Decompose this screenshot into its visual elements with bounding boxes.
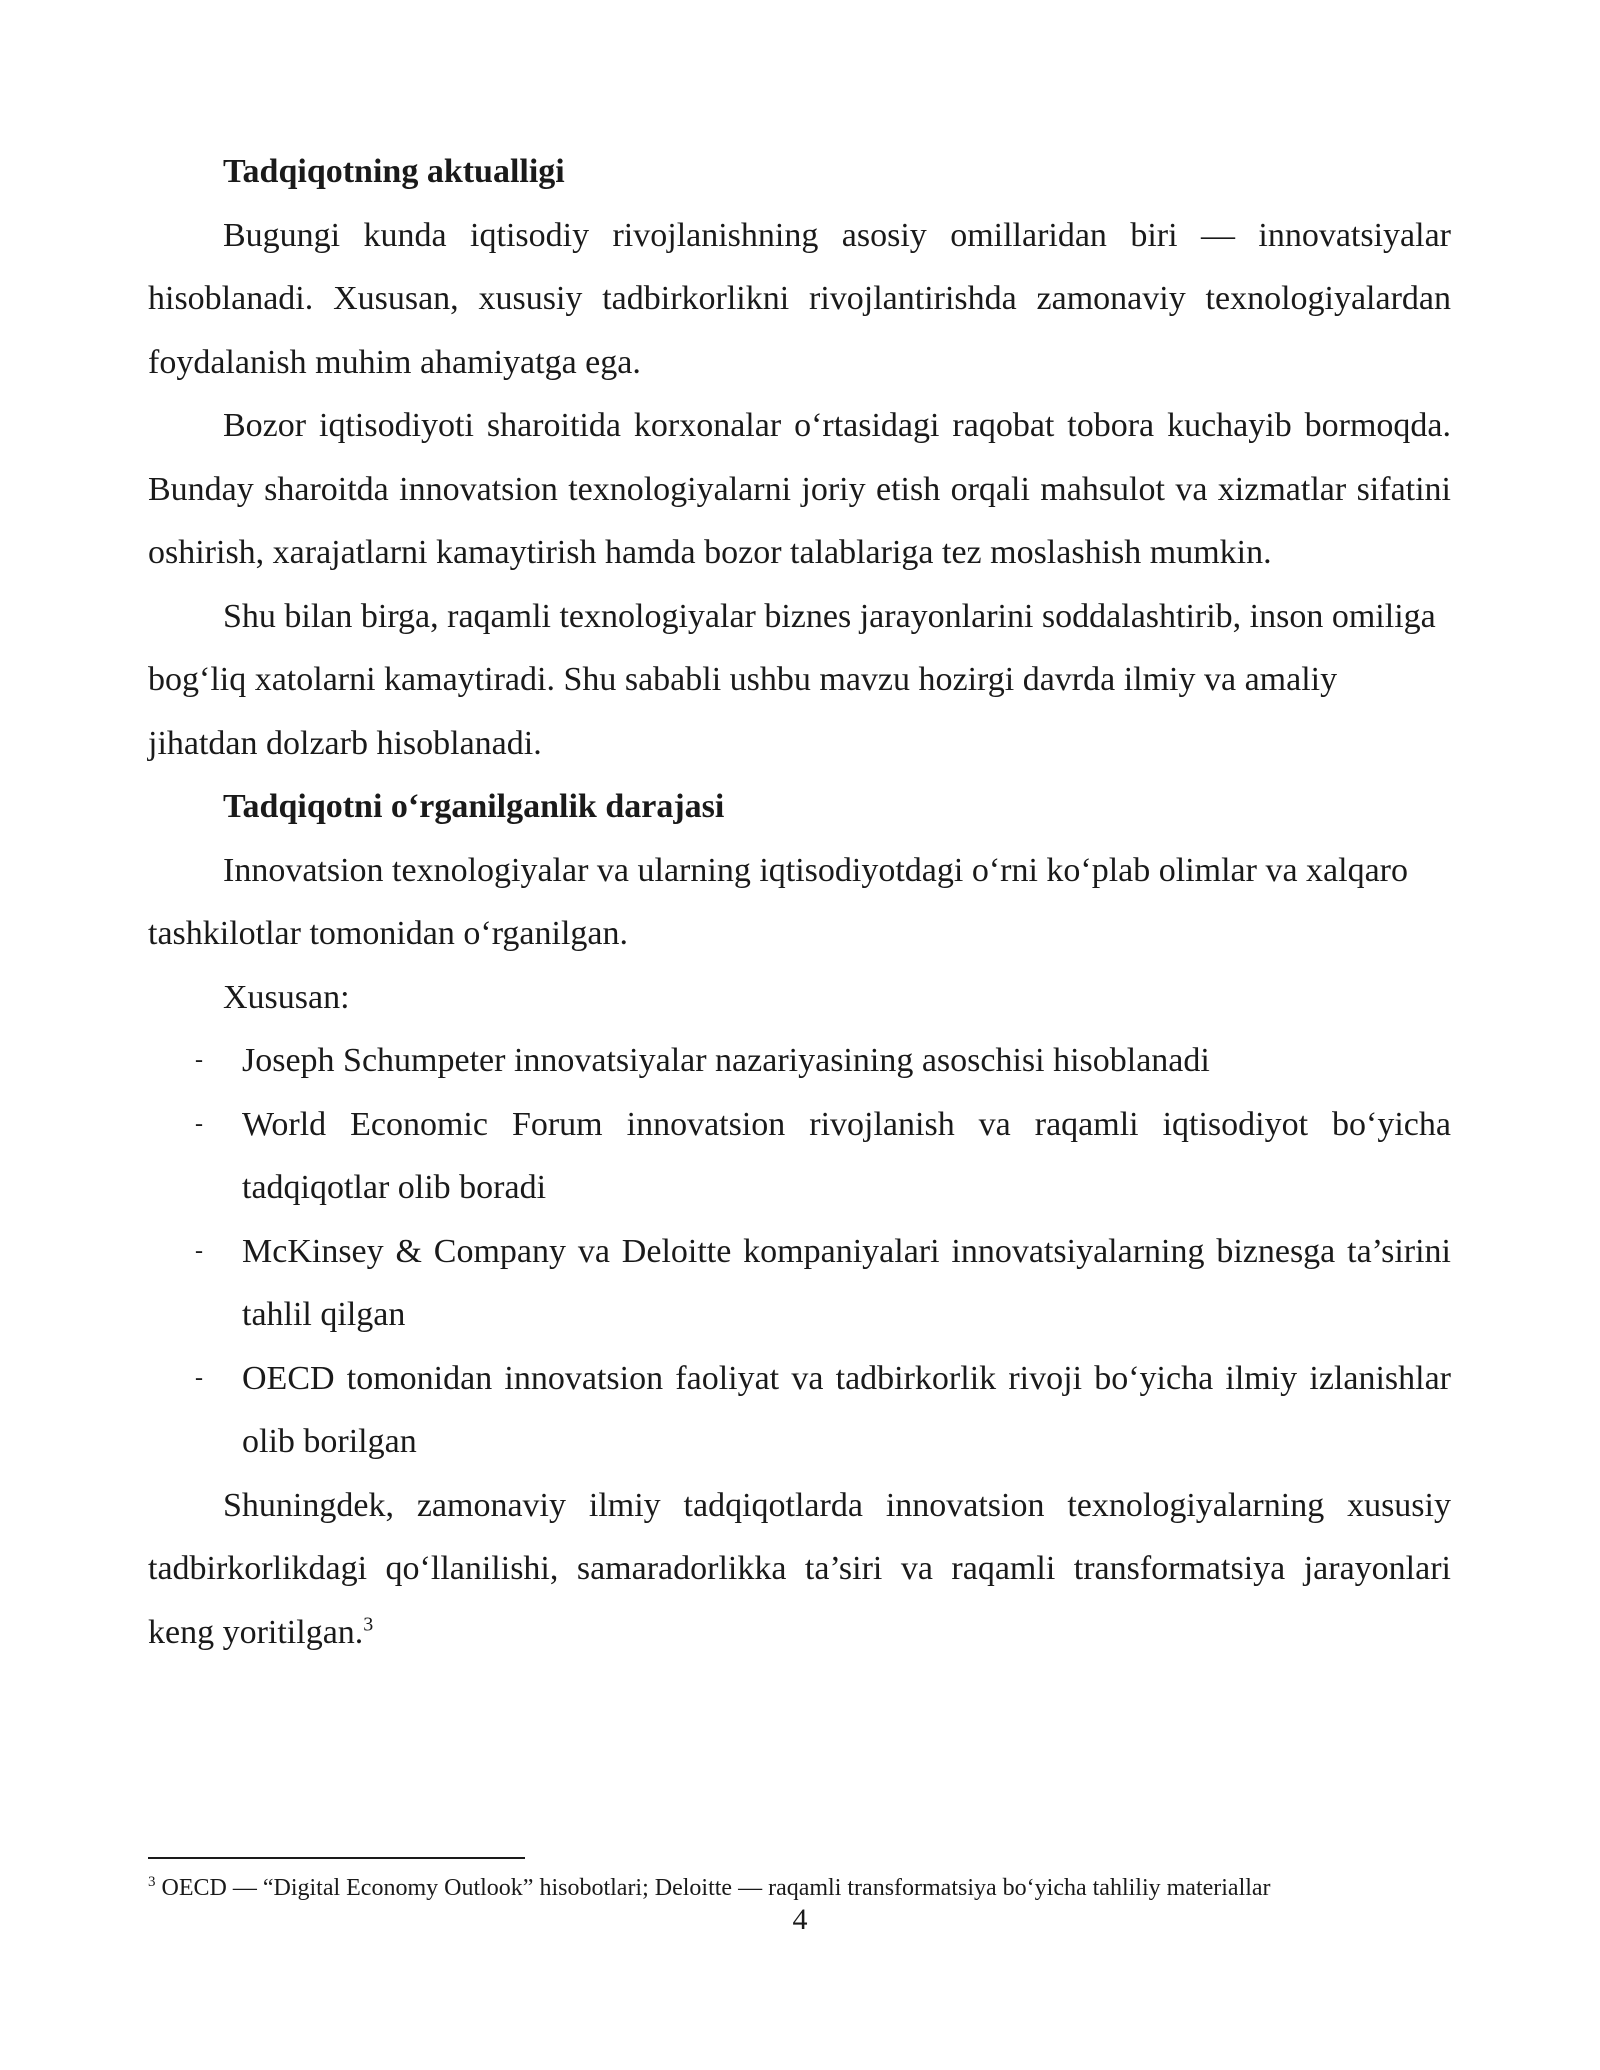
list-intro: Xususan: [223,978,350,1016]
section-heading-study-level: Tadqiqotni o‘rganilganlik darajasi [223,788,725,825]
paragraph-2: Bozor iqtisodiyoti sharoitida korxonalar o‘rtasidagi raqobat tobora kuchayib bormoqda. Bunday sharoitda innovatsion texnologiyalarni joriy etish orqali mahsulot va xizmatlar sifatini oshirish, xarajatlarni kamaytirish hamda bozor talablariga tez moslashish mumkin. [148,407,1451,571]
list-item [148,1029,1451,1093]
footnote-number: 3 [148,1874,156,1890]
section-heading-relevance: Tadqiqotning aktualligi [223,153,565,190]
paragraph-4: Innovatsion texnologiyalar va ularning iqtisodiyotdagi o‘rni ko‘plab olimlar va xalqaro tashkilotlar tomonidan o‘rganilgan. [148,851,1409,952]
footnote-text: OECD — “Digital Economy Outlook” hisobotlari; Deloitte — raqamli transformatsiya bo‘yicha tahliliy materiallar [155,1875,1271,1901]
list-item [148,1093,1451,1220]
list-item-text: OECD tomonidan innovatsion faoliyat va tadbirkorlik rivoji bo‘yicha ilmiy izlanishlar olib borilgan [242,1359,1451,1460]
document-body [148,140,1451,1664]
footnote [148,1872,1458,1904]
list-item-text: World Economic Forum innovatsion rivojlanish va raqamli iqtisodiyot bo‘yicha tadqiqotlar olib boradi [242,1105,1451,1206]
list-item-text: Joseph Schumpeter innovatsiyalar nazariyasining asoschisi hisoblanadi [242,1042,1210,1079]
authors-list [148,1029,1451,1474]
list-item-text: McKinsey & Company va Deloitte kompaniyalari innovatsiyalarning biznesga ta’sirini tahlil qilgan [242,1232,1451,1333]
page-number: 4 [792,1903,808,1936]
footnote-separator [148,1857,525,1859]
paragraph-3: Shu bilan birga, raqamli texnologiyalar biznes jarayonlarini soddalashtirib, inson omiliga bog‘liq xatolarni kamaytiradi. Shu sababli ushbu mavzu hozirgi davrda ilmiy va amaliy jihatdan dolzarb hisoblanadi. [148,597,1436,762]
list-marker: - [195,1237,203,1264]
paragraph-1: Bugungi kunda iqtisodiy rivojlanishning asosiy omillaridan biri — innovatsiyalar hisoblanadi. Xususan, xususiy tadbirkorlikni rivojlantirishda zamonaviy texnologiyalardan foydalanish muhim ahamiyatga ega. [148,216,1451,381]
list-item [148,1347,1451,1474]
footnote-reference[interactable]: 3 [363,1613,374,1636]
list-item [148,1220,1451,1347]
list-marker: - [195,1364,203,1391]
list-marker: - [195,1047,203,1073]
paragraph-5-text: Shuningdek, zamonaviy ilmiy tadqiqotlarda innovatsion texnologiyalarning xususiy tadbirkorlikdagi qo‘llanilishi, samaradorlikka ta’siri va raqamli transformatsiya jarayonlari keng yoritilgan. [148,1486,1451,1651]
paragraph-5 [148,1474,1451,1665]
list-marker: - [195,1110,203,1137]
